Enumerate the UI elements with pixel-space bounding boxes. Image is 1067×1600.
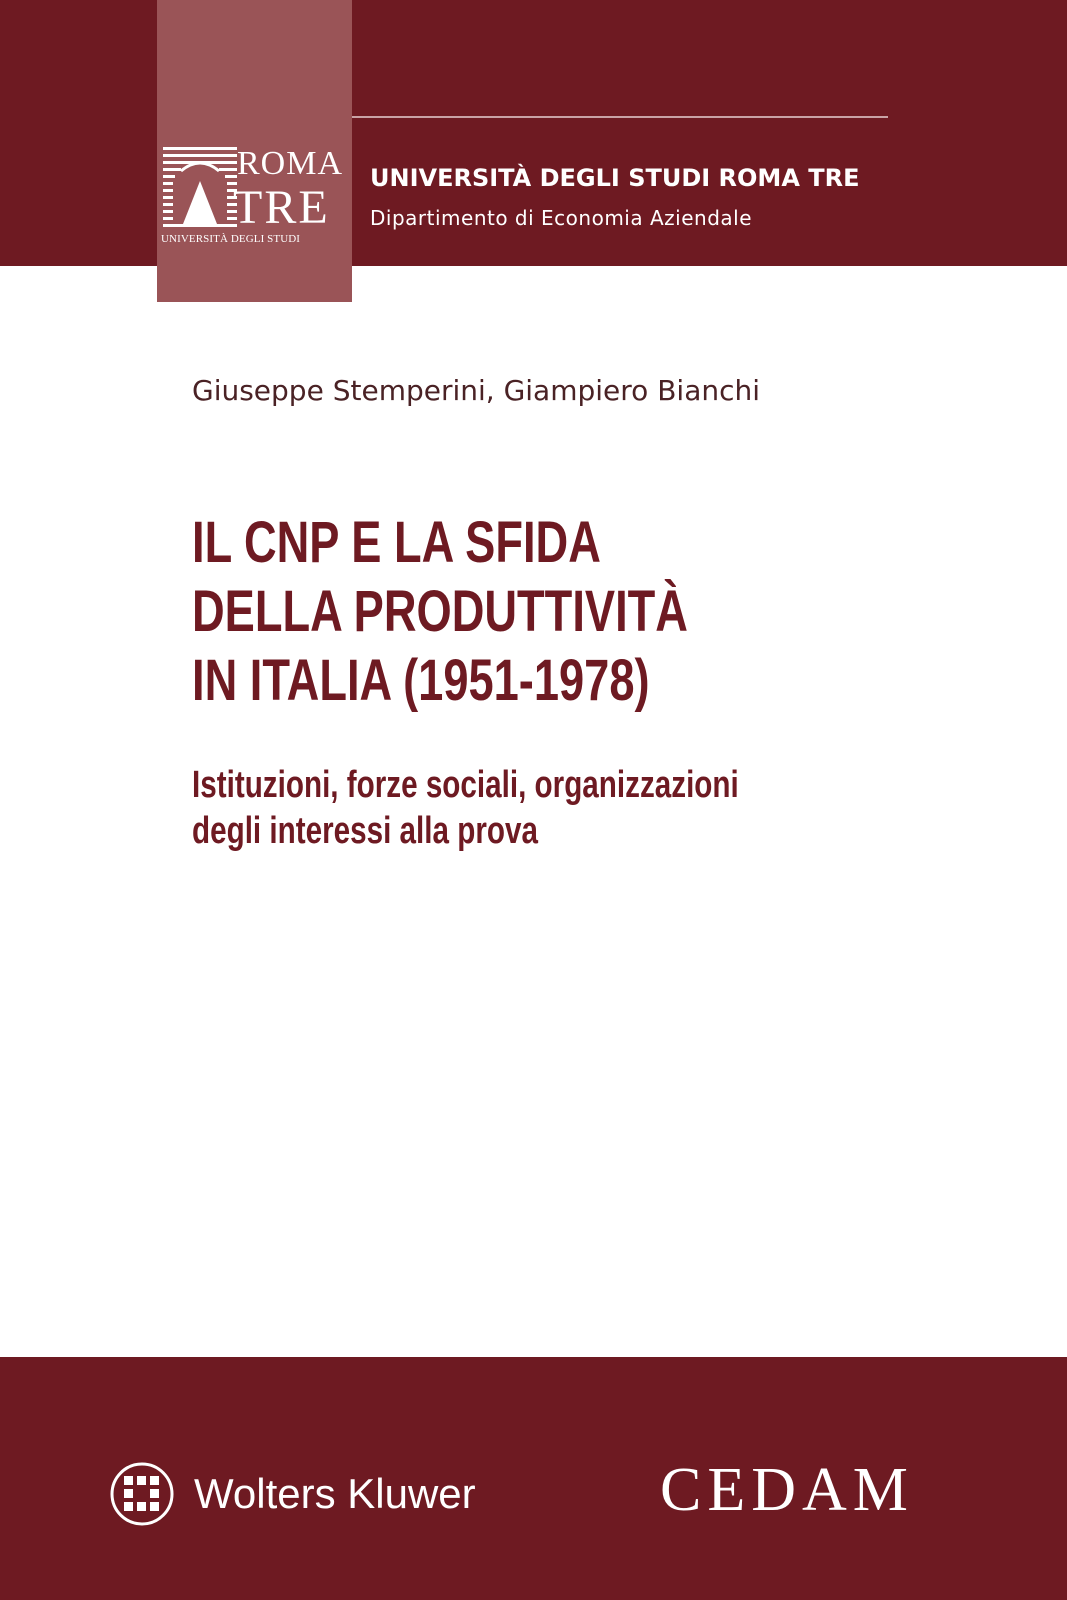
book-subtitle-line: Istituzioni, forze sociali, organizzazioni <box>192 764 739 806</box>
logo-text-subtitle: UNIVERSITÀ DEGLI STUDI <box>161 233 301 245</box>
logo-text-tre: TRE <box>233 181 330 234</box>
university-name: UNIVERSITÀ DEGLI STUDI ROMA TRE <box>370 164 860 192</box>
cedam-logo: CEDAM <box>660 1456 914 1524</box>
book-title-line: DELLA PRODUTTIVITÀ <box>192 579 688 644</box>
roma-tre-logo-box <box>157 0 352 302</box>
book-title <box>192 508 688 715</box>
book-authors: Giuseppe Stemperini, Giampiero Bianchi <box>192 374 761 407</box>
book-title-line: IN ITALIA (1951-1978) <box>192 648 650 713</box>
book-subtitle <box>192 762 739 854</box>
department-name: Dipartimento di Economia Aziendale <box>370 206 752 230</box>
header-rule <box>352 116 888 118</box>
logo-text-roma: ROMA <box>237 145 344 182</box>
wolters-kluwer-name: Wolters Kluwer <box>194 1470 476 1517</box>
book-subtitle-line: degli interessi alla prova <box>192 810 538 852</box>
book-title-line: IL CNP E LA SFIDA <box>192 510 601 575</box>
wolters-kluwer-globe-icon <box>110 1462 174 1526</box>
